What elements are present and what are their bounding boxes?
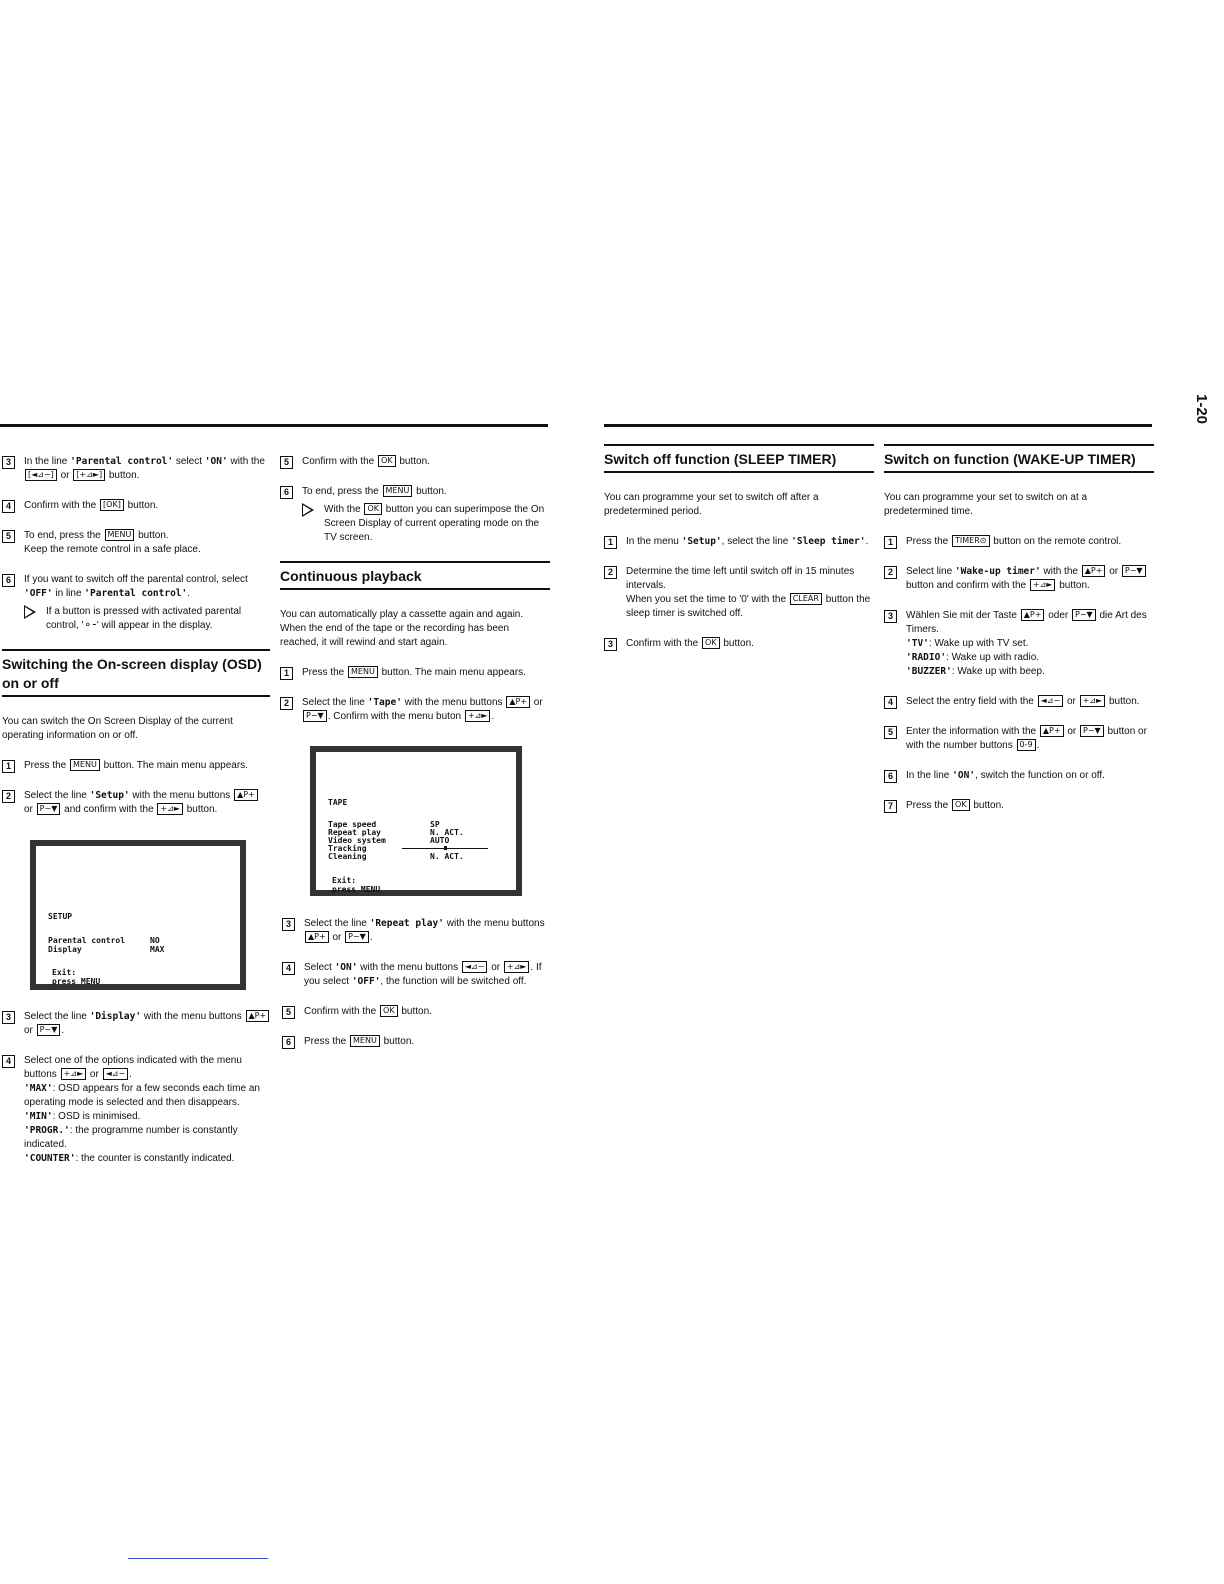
step-6-off: 6 If you want to switch off the parental control, select 'OFF' in line 'Parental control'. If a button is pressed with activated parental control, '⚬⁃' will appear in the display. xyxy=(2,573,270,633)
osd-step-3: 3 Select the line 'Display' with the menu buttons ▲P+ or P−▼ . xyxy=(2,1010,272,1038)
tape-screen: TAPE Tape speed SP Repeat play N. ACT. Video system AUTO Tracking Cleaning N. ACT. Exit: press MENU xyxy=(310,746,522,896)
tracking-marker xyxy=(444,846,447,850)
wake-step-6: 6 In the line 'ON', switch the function on or off. xyxy=(884,769,1154,783)
osd-step-1: 1 Press the MENU button. The main menu appears. xyxy=(2,759,270,773)
cont-step-2: 2 Select the line 'Tape' with the menu buttons ▲P+ or P−▼ . Confirm with the menu buton +⊿► . xyxy=(280,696,550,724)
col2-step-5: 5 Confirm with the OK button. xyxy=(280,455,550,469)
bottom-link-line xyxy=(128,1558,268,1559)
section-title-osd: Switching the On-screen display (OSD) on or off xyxy=(2,656,262,691)
cont-step-1: 1 Press the MENU button. The main menu appears. xyxy=(280,666,550,680)
section-rule xyxy=(604,471,874,473)
section-title-sleep: Switch off function (SLEEP TIMER) xyxy=(604,451,837,467)
wake-step-7: 7 Press the OK button. xyxy=(884,799,1154,813)
column-1-lower xyxy=(2,1010,272,1182)
wake-step-2: 2 Select line 'Wake-up timer' with the ▲P+ or P−▼ button and confirm with the +⊿► button. xyxy=(884,565,1154,593)
column-2 xyxy=(280,455,550,740)
column-4 xyxy=(884,444,1154,829)
top-rule-left xyxy=(0,424,548,427)
cont-step-3: 3 Select the line 'Repeat play' with the menu buttons ▲P+ or P−▼ . xyxy=(282,917,552,945)
intro-wake: You can programme your set to switch on at a predetermined time. xyxy=(884,492,1088,517)
arrow-note-icon xyxy=(302,503,314,517)
step-3-parental: 3 In the line 'Parental control' select 'ON' with the [◄⊿−] or [+⊿►] button. xyxy=(2,455,270,483)
col2-step-6: 6 To end, press the MENU button. With the OK button you can superimpose the On Screen Display of current operating mode on the TV screen. xyxy=(280,485,550,545)
intro-sleep: You can programme your set to switch off after a predetermined period. xyxy=(604,492,819,517)
section-rule xyxy=(2,695,270,697)
section-title-continuous: Continuous playback xyxy=(280,568,422,584)
osd-step-2: 2 Select the line 'Setup' with the menu buttons ▲P+ or P−▼ and confirm with the +⊿► button. xyxy=(2,789,270,817)
osd-step-4: 4 Select one of the options indicated with the menu buttons +⊿► or ◄⊿− . 'MAX': OSD appears for a few seconds each time an operating mode is selected and then disappears. 'MIN': OSD is minimised. 'PROGR.': the programme number is constantly indicated. 'COUNTER': the counter is constantly indicated. xyxy=(2,1054,272,1166)
intro-continuous: You can automatically play a cassette again and again. When the end of the tape or the recording has been reached, it will rewind and start again. xyxy=(280,609,524,648)
sleep-step-3: 3 Confirm with the OK button. xyxy=(604,637,874,651)
sleep-step-1: 1 In the menu 'Setup', select the line 'Sleep timer'. xyxy=(604,535,874,549)
wake-step-3: 3 Wählen Sie mit der Taste ▲P+ oder P−▼ die Art des Timers. 'TV': Wake up with TV set. 'RADIO': Wake up with radio. 'BUZZER': Wake up with beep. xyxy=(884,609,1154,679)
column-3 xyxy=(604,444,874,667)
wake-step-5: 5 Enter the information with the ▲P+ or P−▼ button or with the number buttons 0-9 . xyxy=(884,725,1154,753)
intro-osd: You can switch the On Screen Display of the current operating information on or off. xyxy=(2,716,233,741)
screen-title: SETUP xyxy=(48,912,73,921)
column-1 xyxy=(2,455,270,833)
setup-screen: SETUP Parental control NO Display MAX Exit: press MENU xyxy=(30,840,246,990)
cont-step-6: 6 Press the MENU button. xyxy=(282,1035,552,1049)
note: If a button is pressed with activated parental control, '⚬⁃' will appear in the display. xyxy=(24,605,270,633)
wake-step-4: 4 Select the entry field with the ◄⊿− or +⊿► button. xyxy=(884,695,1154,709)
cont-step-5: 5 Confirm with the OK button. xyxy=(282,1005,552,1019)
step-4-confirm: 4 Confirm with the [OK] button. xyxy=(2,499,270,513)
note: With the OK button you can superimpose the On Screen Display of current operating mode on the TV screen. xyxy=(302,503,550,545)
top-rule-right xyxy=(604,424,1152,427)
step-5-end: 5 To end, press the MENU button. Keep the remote control in a safe place. xyxy=(2,529,270,557)
step-number: 3 xyxy=(2,456,15,469)
column-2-lower xyxy=(282,917,552,1065)
sleep-step-2: 2 Determine the time left until switch off in 15 minutes intervals. When you set the time to '0' with the CLEAR button the sleep timer is switched off. xyxy=(604,565,874,621)
wake-step-1: 1 Press the TIMER⊙ button on the remote control. xyxy=(884,535,1154,549)
section-rule xyxy=(884,471,1154,473)
cont-step-4: 4 Select 'ON' with the menu buttons ◄⊿− or +⊿► . If you select 'OFF', the function will be switched off. xyxy=(282,961,552,989)
page-number: 1-20 xyxy=(1192,393,1210,425)
section-title-wake: Switch on function (WAKE-UP TIMER) xyxy=(884,451,1136,467)
arrow-note-icon xyxy=(24,605,36,619)
section-rule xyxy=(280,588,550,590)
